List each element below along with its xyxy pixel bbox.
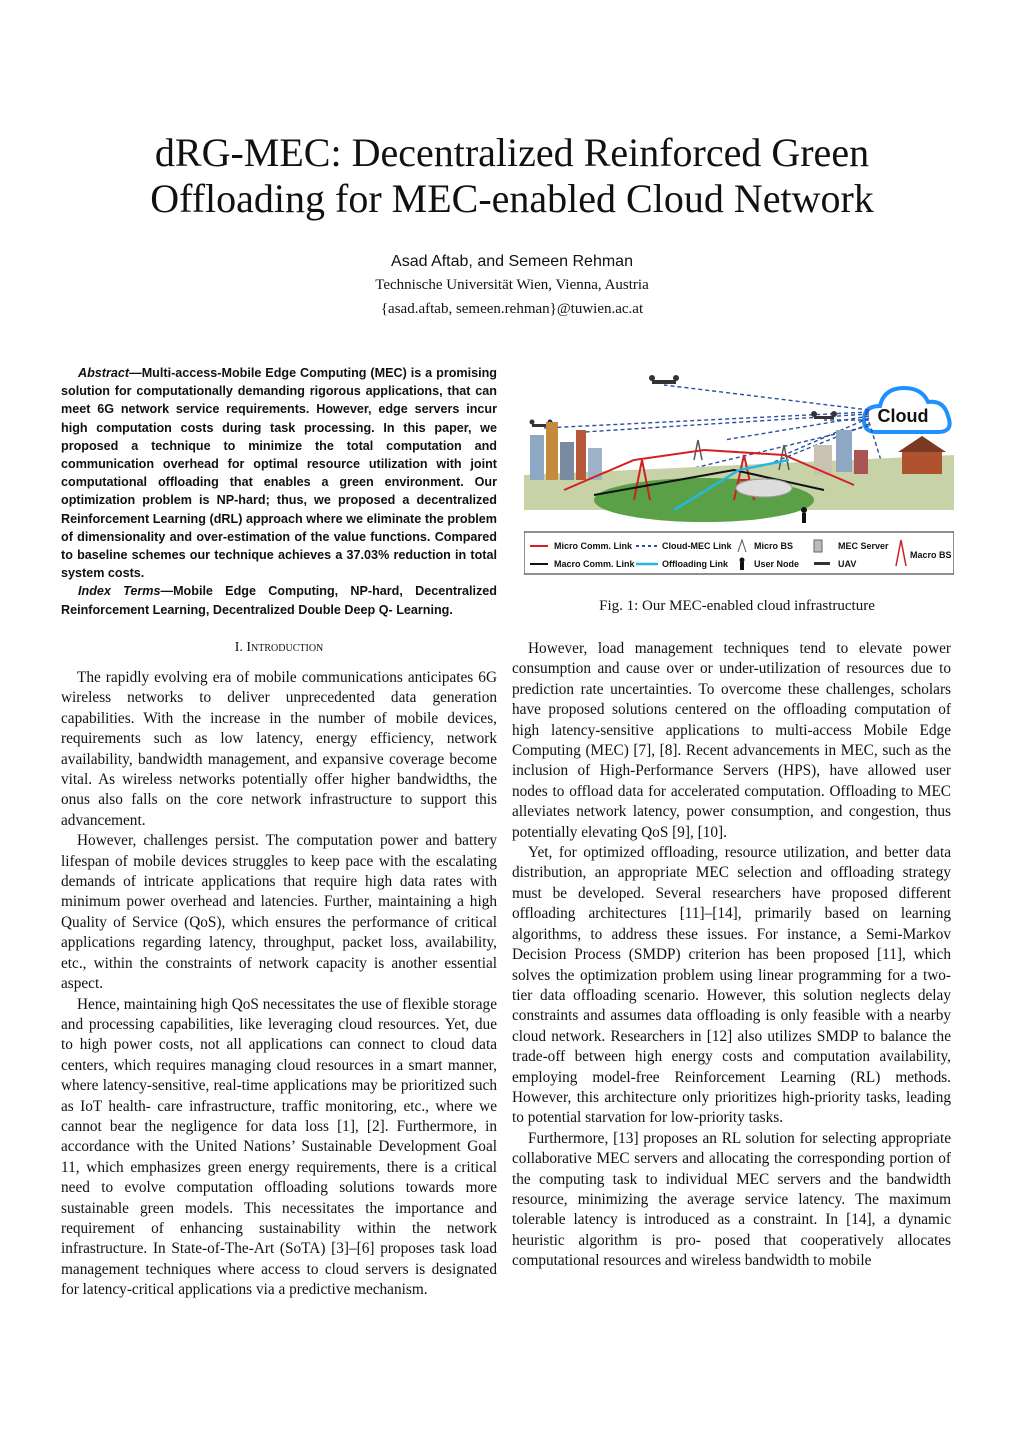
paragraph: Yet, for optimized offloading, resource utilization, and better data distribution, an appropriate MEC selection and offloading strategy must be developed. Several researchers have proposed different offloading architectures [11]–[14], primarily based on learning algorithms, to address these issues. For instance, a Semi-Markov Decision Process (SMDP) criterion has been proposed [11], which solves the optimization problem using linear programming for a two-tier data offloading scenario. However, this solution neglects delay constraints and assumes data offloading is only feasible with a nearby cloud network. Researchers in [12] also utilizes SMDP to balance the trade-off between high energy costs and computation availability, employing model-free Reinforcement Learning (RL) methods. However, this architecture only prioritizes high-priority tasks, leading to potential starvation for low-priority tasks. — [512, 844, 951, 1127]
user-node-icon — [801, 507, 807, 523]
paragraph: However, load management techniques tend to elevate power consumption and cause over or under-utilization of resources due to prediction rate uncertainties. To overcome these challenges, scholars have proposed solutions centered on the offloading computation of high latency-sensitive applications to multi-access Mobile Edge Computing (MEC) [7], [8]. Recent advancements in MEC, such as the inclusion of High-Performance Servers (HPS), have allowed user nodes to offload data for accelerated computation. Offloading to MEC alleviates network latency, power consumption, and congestion, thus potentially elevating QoS [9], [10]. — [512, 640, 951, 841]
paragraph: Hence, maintaining high QoS necessitates the use of flexible storage and processing capabilities, like leveraging cloud resources. Yet, due to high power costs, not all applications can connect to cloud data centers, which requires managing cloud resources in a smart manner, where latency-sensitive, real-time applications may be prioritized such as IoT health- care infrastructure, traffic monitoring, etc., where we cannot bear the negligence for data loss [1], [2]. Furthermore, in accordance with the United Nations’ Sustainable Development Goal 11, which emphasizes green energy requirements, there is a critical need to evolve computation offloading solutions towards more sustainable green models. This necessitates the importance and requirement of enhancing sustainability within the network infrastructure. In State-of-The-Art (SoTA) [3]–[6] proposes task load management techniques where access to cloud servers is designated for latency-critical applications via a predictive mechanism. — [61, 995, 497, 1299]
paragraph: Furthermore, [13] proposes an RL solution for selecting appropriate collaborative MEC servers and allocating the corresponding portion of the computing task to individual MEC servers and the bandwidth resource, minimizing the average service latency. The maximum tolerable latency is introduced as a constraint. In [14], a dynamic heuristic algorithm is pro- posed that cooperatively allocates computational resources and wireless bandwidth to mobile — [512, 1129, 951, 1270]
index-terms-text: —Mobile Edge Computing, NP-hard, Decentralized Reinforcement Learning, Decentralized Double Deep Q- Learning. — [61, 584, 497, 617]
title-line-1: dRG-MEC: Decentralized Reinforced Green — [154, 130, 870, 175]
legend-macro-bs: Macro BS — [910, 550, 952, 560]
cloud-icon — [864, 388, 950, 432]
column-left — [61, 668, 497, 1301]
section-title: Introduction — [246, 640, 324, 655]
index-terms-label: Index Terms — [78, 584, 161, 599]
legend-cloud-mec: Cloud-MEC Link — [662, 541, 732, 551]
legend-user-node: User Node — [754, 559, 800, 569]
paragraph: The rapidly evolving era of mobile communications anticipates 6G wireless networks to deliver unprecedented data generation capabilities. With the increase in the number of mobile devices, requirements such as low latency, energy efficiency, network availability, bandwidth management, and expansive coverage become vital. As wireless networks potentially offer higher bandwidths, the onus also falls on the core network infrastructure to support this advancement. — [61, 669, 497, 829]
paper-title — [60, 130, 964, 222]
column-right — [512, 639, 951, 1272]
abstract-label: Abstract — [78, 366, 130, 380]
email: {asad.aftab, semeen.rehman}@tuwien.ac.at — [380, 301, 644, 317]
legend-mec-server: MEC Server — [838, 541, 889, 551]
legend-macro-comm: Macro Comm. Link — [554, 559, 635, 569]
figure-caption: Fig. 1: Our MEC-enabled cloud infrastructure — [599, 598, 875, 614]
paragraph: However, challenges persist. The computation power and battery lifespan of mobile devices struggles to keep pace with the escalating demands of intricate applications that require high data rates with minimum power overhead and latencies. Further, maintaining a high Quality of Service (QoS), which ensures the performance of critical applications regarding latency, throughput, packet loss, availability, etc., within the constraints of network capacity is another essential aspect. — [61, 832, 497, 993]
network-figure — [524, 360, 954, 580]
section-number: I. — [234, 640, 243, 655]
abstract-text: —Multi-access-Mobile Edge Computing (MEC) is a promising solution for computationally demanding rigorous applications, that can meet 6G network service requirements. However, edge servers incur high computation costs during task processing. In this paper, we proposed a technique to minimize the total computation and communication overhead for optimal resource utilization with joint computational offloading that enables a green environment. Our optimization problem is NP-hard; thus, we proposed a decentralized Reinforcement Learning (dRL) approach where we eliminate the problem of dimensionality and over-estimation of the value functions. Compared to baseline schemes our technique achieves a 37.03% reduction in total system costs. — [61, 366, 497, 581]
abstract — [61, 364, 497, 619]
legend-uav: UAV — [838, 559, 857, 569]
section-heading — [61, 640, 497, 656]
authors: Asad Aftab, and Semeen Rehman — [391, 253, 633, 270]
title-line-2: Offloading for MEC-enabled Cloud Network — [150, 176, 874, 221]
affiliation: Technische Universität Wien, Vienna, Austria — [375, 277, 649, 293]
legend-offloading: Offloading Link — [662, 559, 728, 569]
legend-micro-comm: Micro Comm. Link — [554, 541, 633, 551]
legend-micro-bs: Micro BS — [754, 541, 794, 551]
cloud-label: Cloud — [877, 406, 929, 426]
